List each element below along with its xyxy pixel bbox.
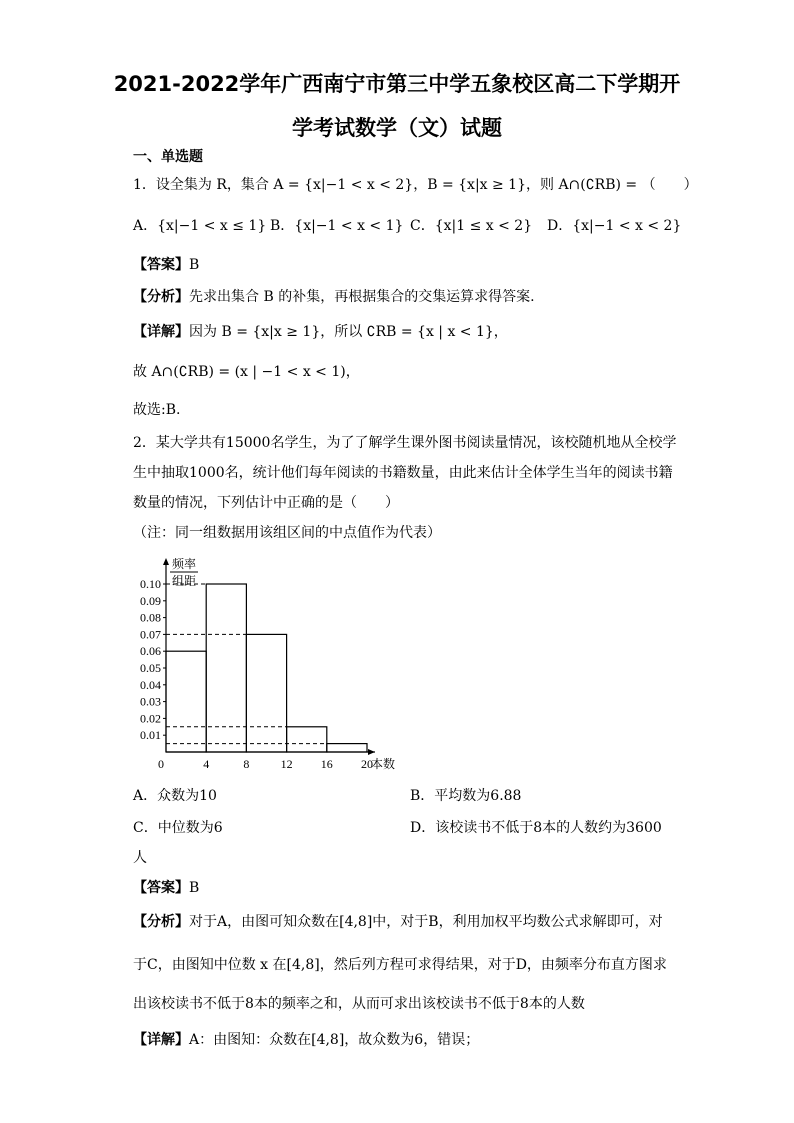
paper-title-line1: 2021-2022学年广西南宁市第三中学五象校区高二下学期开 (113, 72, 681, 96)
q2-option-b: B．平均数为6.88 (410, 788, 522, 804)
y-tick-label: 0.02 (140, 711, 161, 726)
q1-detail-2: 故 A∩(∁RB) = (x | −1 < x < 1)， (133, 364, 360, 380)
answer-value: B (189, 257, 200, 273)
q1-option-a: A．{x|−1 < x ≤ 1} (133, 218, 267, 234)
x-tick-label: 20 (361, 757, 373, 771)
y-tick-label: 0.10 (140, 577, 161, 591)
histogram-bar (246, 634, 286, 752)
y-tick-label: 0.03 (140, 694, 161, 709)
y-tick-label: 0.09 (140, 593, 161, 608)
y-tick-label: 0.07 (140, 627, 161, 642)
x-axis-label: 本数 (371, 757, 396, 771)
y-tick-label: 0.08 (140, 610, 161, 625)
y-tick-label: 0.05 (140, 661, 161, 675)
paper-title-line2: 学考试数学（文）试题 (292, 116, 502, 140)
x-axis-arrow (368, 749, 375, 755)
detail-tag: 【详解】 (133, 1032, 189, 1048)
q2-analysis-line-2: 于C，由图知中位数 x 在[4,8]，然后列方程可求得结果，对于D，由频率分布直方图求 (133, 957, 667, 973)
x-tick-label: 0 (158, 757, 164, 771)
q1-option-c: C．{x|1 ≤ x < 2} (410, 218, 533, 234)
y-label-bottom: 组距 (171, 574, 197, 588)
q1-detail-3: 故选:B. (133, 402, 181, 418)
q2-stem-line-2: 生中抽取1000名，统计他们每年阅读的书籍数量，由此来估计全体学生当年的阅读书籍 (133, 465, 673, 481)
q2-option-d-wrap: 人 (133, 850, 147, 866)
q2-answer (133, 878, 199, 898)
q2-option-d: D．该校读书不低于8本的人数约为3600 (410, 820, 662, 836)
frequency-histogram (128, 552, 396, 774)
detail-text: A：由图知：众数在[4,8]，故众数为6，错误； (189, 1032, 480, 1048)
histogram-bar (327, 744, 367, 752)
analysis-text: 先求出集合 B 的补集，再根据集合的交集运算求得答案. (189, 289, 535, 305)
x-tick-label: 4 (203, 757, 210, 771)
analysis-tag: 【分析】 (133, 914, 189, 930)
q2-stem-line-3: 数量的情况，下列估计中正确的是（ ） (133, 495, 399, 511)
q2-option-c: C．中位数为6 (133, 820, 223, 836)
analysis-tag: 【分析】 (133, 289, 189, 305)
x-tick-label: 12 (280, 757, 293, 771)
histogram-bar (166, 651, 206, 752)
x-tick-label: 16 (320, 757, 333, 771)
analysis-line-1: 对于A，由图可知众数在[4,8]中，对于B，利用加权平均数公式求解即可，对 (189, 914, 663, 930)
q2-analysis-line-3: 出该校读书不低于8本的频率之和，从而可求出该校读书不低于8本的人数 (133, 996, 585, 1012)
y-axis-arrow (163, 558, 169, 565)
q1-option-d: D．{x|−1 < x < 2} (547, 218, 682, 234)
y-label-top: 频率 (171, 557, 197, 571)
q2-option-a: A．众数为10 (133, 788, 217, 804)
q1-stem: 1．设全集为 R，集合 A = {x|−1 < x < 2}，B = {x|x ≥ 1}，则 A∩(∁RB) = （ ） (133, 177, 698, 193)
answer-tag: 【答案】 (133, 880, 189, 896)
detail-tag: 【详解】 (133, 324, 189, 340)
answer-value: B (189, 880, 200, 896)
y-tick-label: 0.06 (140, 644, 161, 659)
section-heading: 一、单选题 (133, 149, 203, 165)
detail-text-1: 因为 B = {x|x ≥ 1}，所以 ∁RB = {x | x < 1}， (189, 324, 508, 340)
q1-analysis (133, 287, 535, 307)
q1-option-b: B．{x|−1 < x < 1} (270, 218, 404, 234)
q2-detail (133, 1030, 479, 1050)
q2-stem-line-1: 2．某大学共有15000名学生，为了了解学生课外图书阅读量情况，该校随机地从全校学 (133, 435, 677, 451)
histogram-bar (287, 727, 327, 752)
q1-answer (133, 255, 199, 275)
answer-tag: 【答案】 (133, 257, 189, 273)
y-tick-label: 0.01 (140, 728, 161, 743)
histogram-bar (206, 584, 246, 752)
y-tick-label: 0.04 (140, 677, 161, 692)
q2-note: （注：同一组数据用该组区间的中点值作为代表） (133, 525, 441, 541)
q2-analysis (133, 912, 663, 932)
q1-detail (133, 322, 508, 342)
x-tick-label: 8 (243, 757, 250, 771)
